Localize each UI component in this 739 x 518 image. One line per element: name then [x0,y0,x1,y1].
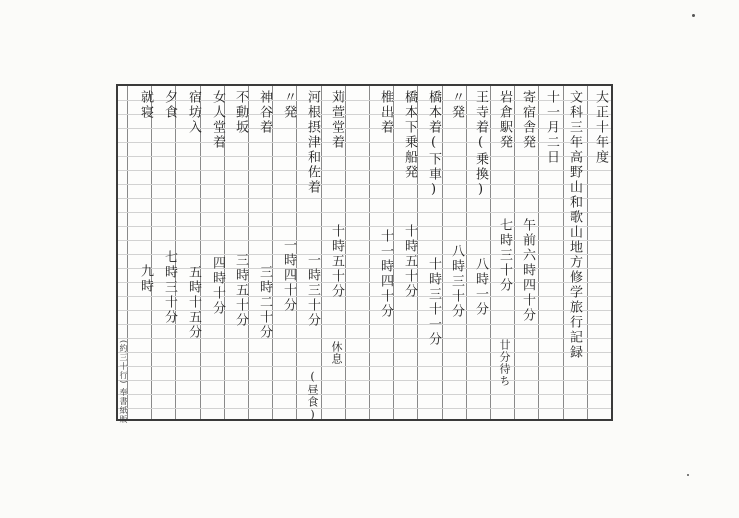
column-entry [258,90,271,340]
grid-column-line [490,86,491,419]
entry-place: 苅萱堂着 [329,90,344,150]
column-entry [379,90,392,319]
column-entry [211,90,224,316]
entry-time: 七時三十分 [497,218,512,293]
entry-time: 十時五十分 [329,224,344,299]
entry-place: 橋本着(下車) [426,90,441,199]
entry-place: 宿坊入 [186,90,201,135]
entry-place: 橋本下乗船発 [402,90,417,180]
column-entry [403,90,416,299]
entry-time: 十時五十分 [402,224,417,299]
column-entry [521,90,534,323]
entry-time: 八時三十分 [449,244,464,319]
grid-column-line [369,86,370,419]
column-entry [139,90,152,294]
entry-note: 廿分待ち [498,339,511,387]
grid-row-line [118,366,611,367]
entry-place: 神谷着 [257,90,272,135]
column-entry [450,90,463,319]
entry-time: 三時二十分 [257,265,272,340]
ruled-sheet [116,84,613,421]
entry-time: 一時四十分 [281,238,296,313]
entry-time: 九時 [138,264,153,294]
entry-place: 椎出着 [378,90,393,135]
column-entry [282,90,295,313]
column-entry [187,90,200,340]
grid-column-line [296,86,297,419]
grid-column-line [321,86,322,419]
column-head: 文科三年高野山和歌山地方修学旅行記録 [567,90,582,360]
entry-place: 河根摂津和佐着 [305,90,320,195]
grid-column-line [563,86,564,419]
scan-speck [692,14,695,17]
column-entry [306,90,319,422]
grid-row-line [118,352,611,353]
entry-place: 〃発 [281,90,296,120]
grid-column-line [514,86,515,419]
entry-time: 十時三十一分 [426,257,441,347]
column-entry [498,90,511,387]
column-title [594,90,607,165]
column-head: 十一月二日 [544,90,559,165]
entry-time: 午前六時四十分 [520,218,535,323]
grid-column-line [466,86,467,419]
column-head: 大正十年度 [593,90,608,165]
entry-place: 〃発 [449,90,464,120]
grid-column-line [587,86,588,419]
column-subtitle [568,90,581,360]
entry-place: 寄宿舎発 [520,90,535,150]
grid-row-line [118,380,611,381]
entry-place: 王寺着(乗換) [473,90,488,199]
grid-column-line [393,86,394,419]
page-footer: (約三十行) 奉書紙販 [119,340,128,424]
grid-column-line [538,86,539,419]
entry-time: 十一時四十分 [378,229,393,319]
entry-time: 一時三十分 [305,253,320,328]
grid-column-line [272,86,273,419]
grid-row-line [118,394,611,395]
entry-place: 夕食 [162,90,177,120]
column-entry [234,90,247,328]
column-entry [330,90,343,365]
entry-place: 不動坂 [233,90,248,135]
entry-note: (昼食) [306,370,319,422]
grid-column-line [345,86,346,419]
entry-note: 休息 [330,341,343,365]
grid-column-line [442,86,443,419]
entry-place: 女人堂着 [210,90,225,150]
entry-place: 就寝 [138,90,153,120]
scan-speck [687,474,689,476]
entry-time: 五時十五分 [186,265,201,340]
entry-place: 岩倉駅発 [497,90,512,150]
column-entry [163,90,176,325]
grid-row-line [118,408,611,409]
entry-time: 三時五十分 [233,253,248,328]
column-date [545,90,558,165]
grid-column-line [417,86,418,419]
entry-time: 四時十分 [210,256,225,316]
column-entry [474,90,487,317]
entry-time: 七時三十分 [162,250,177,325]
grid-column-line [248,86,249,419]
entry-time: 八時一分 [473,257,488,317]
column-entry [427,90,440,347]
